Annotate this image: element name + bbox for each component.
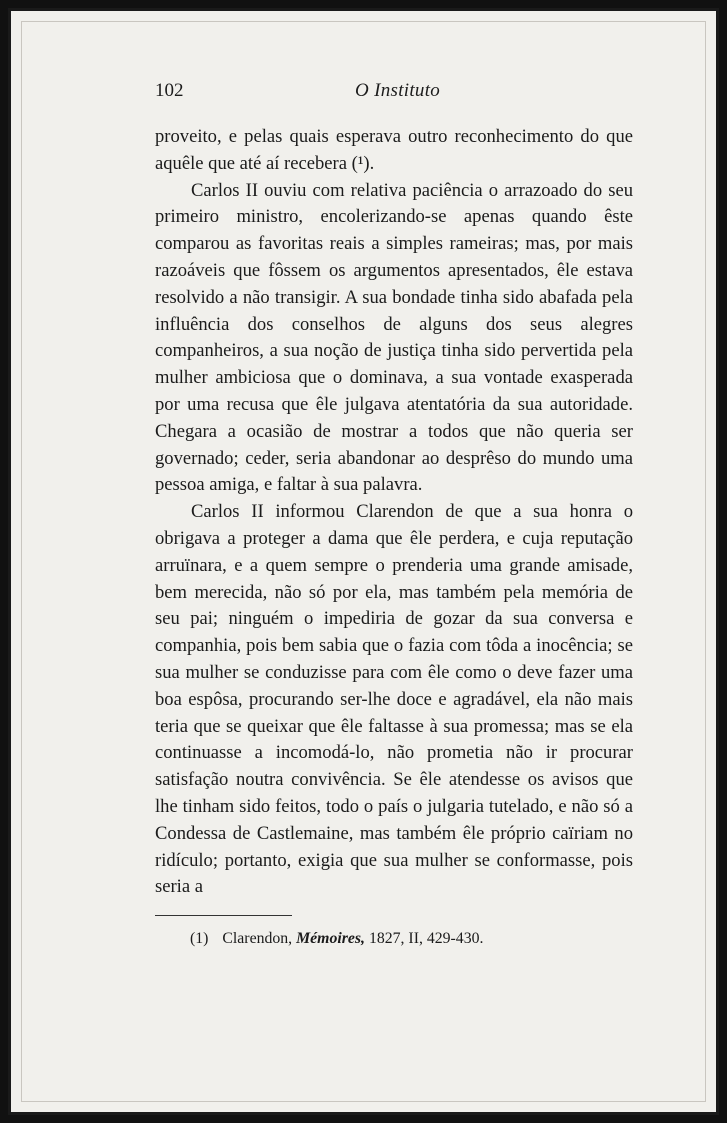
footnote-divider (155, 915, 292, 916)
paragraph: Carlos II ouviu com relativa paciência o arrazoado do seu primeiro ministro, encolerizando-se apenas quando êste comparou as favoritas reais a simples rameiras; mas, por mais razoáveis que fôssem os argumentos apresentados, êle estava resolvido a não transigir. A sua bondade tinha sido abafada pela influência dos conselhos de alguns dos seus alegres companheiros, a sua noção de justiça tinha sido pervertida pela mulher ambiciosa que o dominava, a sua vontade exasperada por uma recusa que êle julgava atentatória da sua autoridade. Chegara a ocasião de mostrar a todos que não queria ser governado; ceder, seria abandonar ao desprêso do mundo uma pessoa amiga, e faltar à sua palavra. (155, 179, 633, 496)
page-header (155, 80, 635, 106)
footnote (190, 930, 640, 948)
footnote-author: Clarendon, (222, 930, 293, 947)
footnote-mark: (1) (190, 930, 209, 947)
paragraph: proveito, e pelas quais esperava outro reconhecimento do que aquêle que até aí recebera (¹). (155, 126, 633, 174)
paragraph: Carlos II informou Clarendon de que a sua honra o obrigava a proteger a dama que êle perdera, e cuja reputação arruïnara, e a quem sempre o prenderia uma grande amisade, bem merecida, não só por ela, mas também pela memória de seu pai; ninguém o impediria de gozar da sua conversa e companhia, pois bem sabia que o fazia com tôda a inocência; se sua mulher se conduzisse para com êle como o deve fazer uma boa espôsa, procurando ser-lhe doce e agradável, ela não mais teria que se queixar que êle faltasse à sua promessa; mas se ela continuasse a incomodá-lo, não prometia não ir procurar satisfação noutra convivência. Se êle atendesse os avisos que lhe tinham sido feitos, todo o país o julgaria tutelado, e não só a Condessa de Castlemaine, mas também êle próprio caïriam no ridículo; portanto, exigia que sua mulher se conformasse, pois seria a (155, 501, 633, 898)
footnote-details: 1827, II, 429-430. (368, 930, 484, 947)
footnote-work-title: Mémoires, (296, 930, 365, 947)
body-text (155, 124, 633, 901)
running-title: O Instituto (355, 80, 441, 101)
page-number: 102 (155, 80, 184, 101)
